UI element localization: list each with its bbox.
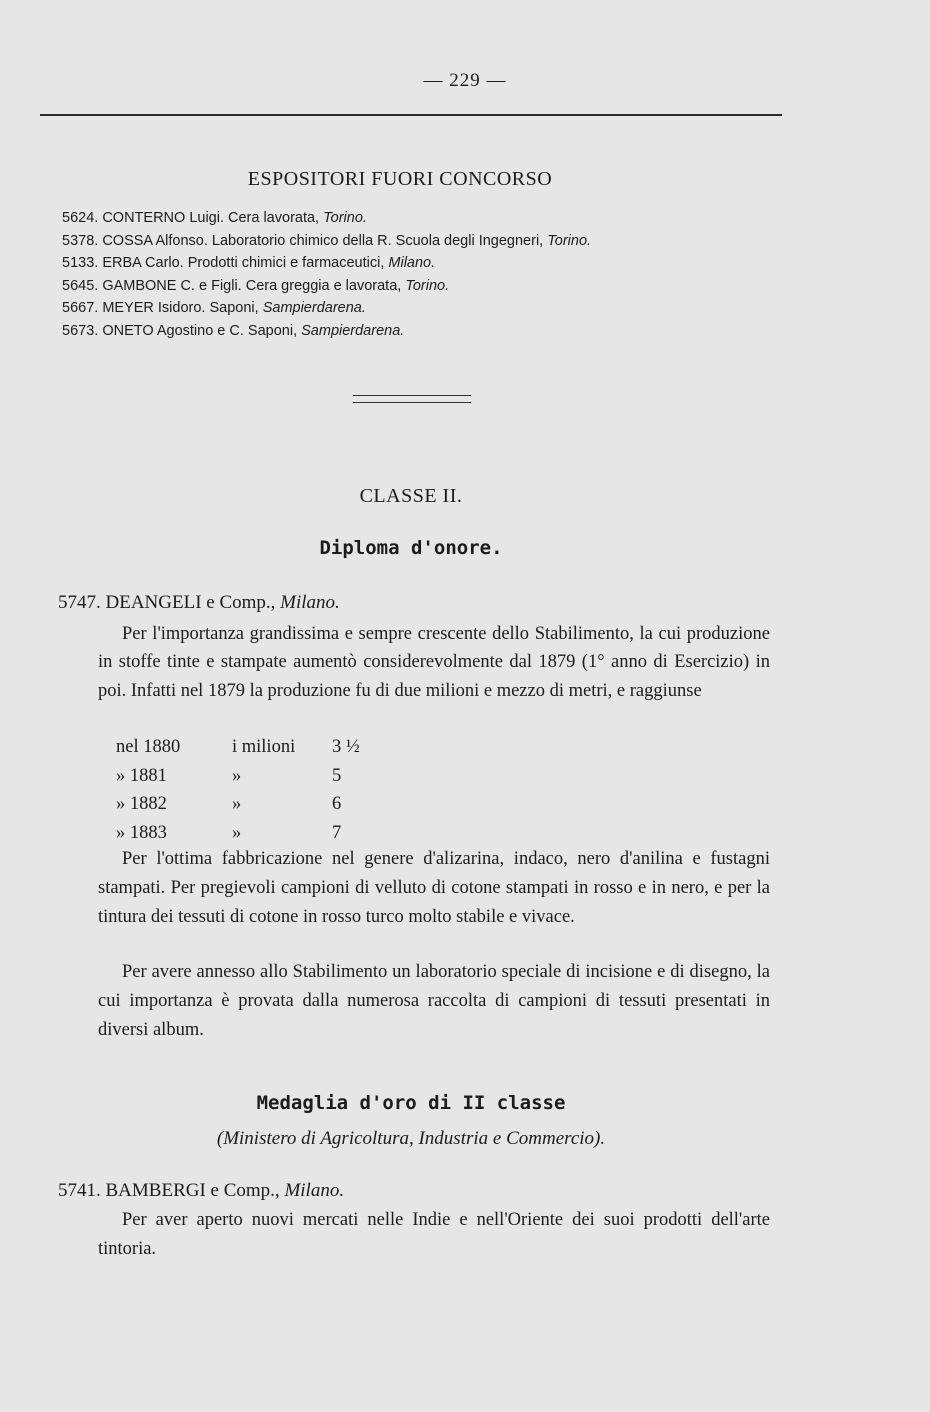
year-cell: » 1882 <box>116 794 167 815</box>
unit-cell: » <box>232 823 242 844</box>
value-cell: 3 ½ <box>332 737 360 757</box>
year-cell: nel 1880 <box>116 737 181 757</box>
paragraph: Per l'ottima fabbricazione nel genere d'alizarina, indaco, nero d'anilina e fustagni stampati. Per pregievoli campioni di velluto di cotone stampati in rosso e in nero, e per la tintura dei tessuti di cotone in rosso turco molto stabile e vivace. <box>98 849 770 927</box>
deangeli-paragraph-3 <box>98 958 770 1045</box>
entry-text: 5673. ONETO Agostino e C. Saponi, <box>62 322 302 339</box>
list-item <box>62 275 742 298</box>
class-title: CLASSE II. <box>359 485 463 507</box>
unit-cell: » <box>232 794 242 815</box>
entry-location: Sampierdarena. <box>301 322 405 339</box>
value-cell: 6 <box>332 794 342 815</box>
list-item <box>62 230 742 253</box>
entry-text: 5133. ERBA Carlo. Prodotti chimici e farmaceutici, <box>62 255 389 272</box>
value-cell: 5 <box>332 765 342 786</box>
unit-cell: » <box>232 765 242 786</box>
paragraph: Per aver aperto nuovi mercati nelle Indie e nell'Oriente dei suoi prodotti dell'arte tintoria. <box>98 1210 770 1259</box>
entry-location: Milano. <box>280 592 340 613</box>
year-cell: » 1881 <box>116 765 167 786</box>
entry-heading-deangeli <box>58 592 340 614</box>
entry-text: 5624. CONTERNO Luigi. Cera lavorata, <box>62 210 324 226</box>
paragraph: Per l'importanza grandissima e sempre crescente dello Stabilimento, la cui produzione in stoffe tinte e stampate aumentò considerevolmente dal 1879 (1° anno di Esercizio) in poi. Infatti nel 1879 la produzione fu di due milioni e mezzo di metri, e raggiunse <box>98 624 770 701</box>
entry-text: 5667. MEYER Isidoro. Saponi, <box>62 300 263 317</box>
entry-location: Milano. <box>284 1180 345 1201</box>
entry-location: Sampierdarena. <box>262 300 366 317</box>
year-cell: » 1883 <box>116 823 167 844</box>
list-item <box>62 297 742 320</box>
value-cell: 7 <box>332 823 342 844</box>
award-title-diploma: Diploma d'onore. <box>319 537 503 559</box>
entry-head-text: 5741. BAMBERGI e Comp., <box>58 1180 285 1201</box>
paragraph: Per avere annesso allo Stabilimento un laboratorio speciale di incisione e di disegno, la cui importanza è provata dalla numerosa raccolta di campioni di tessuti presentati in diversi album. <box>98 962 770 1040</box>
entry-location: Torino. <box>547 232 592 249</box>
entry-text: 5378. COSSA Alfonso. Laboratorio chimico della R. Scuola degli Ingegneri, <box>62 232 548 249</box>
deangeli-paragraph-2 <box>98 845 770 932</box>
entry-text: 5645. GAMBONE C. e Figli. Cera greggia e lavorata, <box>62 277 406 294</box>
award-subtitle: (Ministero di Agricoltura, Industria e Commercio). <box>216 1128 606 1149</box>
section-title-fuori-concorso: ESPOSITORI FUORI CONCORSO <box>247 168 553 190</box>
entry-location: Torino. <box>405 277 450 294</box>
list-item <box>62 252 742 275</box>
header-rule <box>40 114 782 116</box>
fuori-concorso-list <box>62 207 742 343</box>
page-number: — 229 — <box>423 70 507 91</box>
section-divider <box>353 395 471 403</box>
bambergi-paragraph <box>98 1206 770 1264</box>
list-item <box>62 320 742 343</box>
entry-head-text: 5747. DEANGELI e Comp., <box>58 592 281 613</box>
entry-heading-bambergi <box>58 1180 344 1202</box>
list-item <box>62 207 742 230</box>
unit-cell: i milioni <box>232 737 296 757</box>
entry-location: Torino. <box>323 210 367 226</box>
deangeli-paragraph-1 <box>98 620 770 705</box>
entry-location: Milano. <box>388 255 436 272</box>
award-title-medaglia: Medaglia d'oro di II classe <box>256 1092 566 1114</box>
